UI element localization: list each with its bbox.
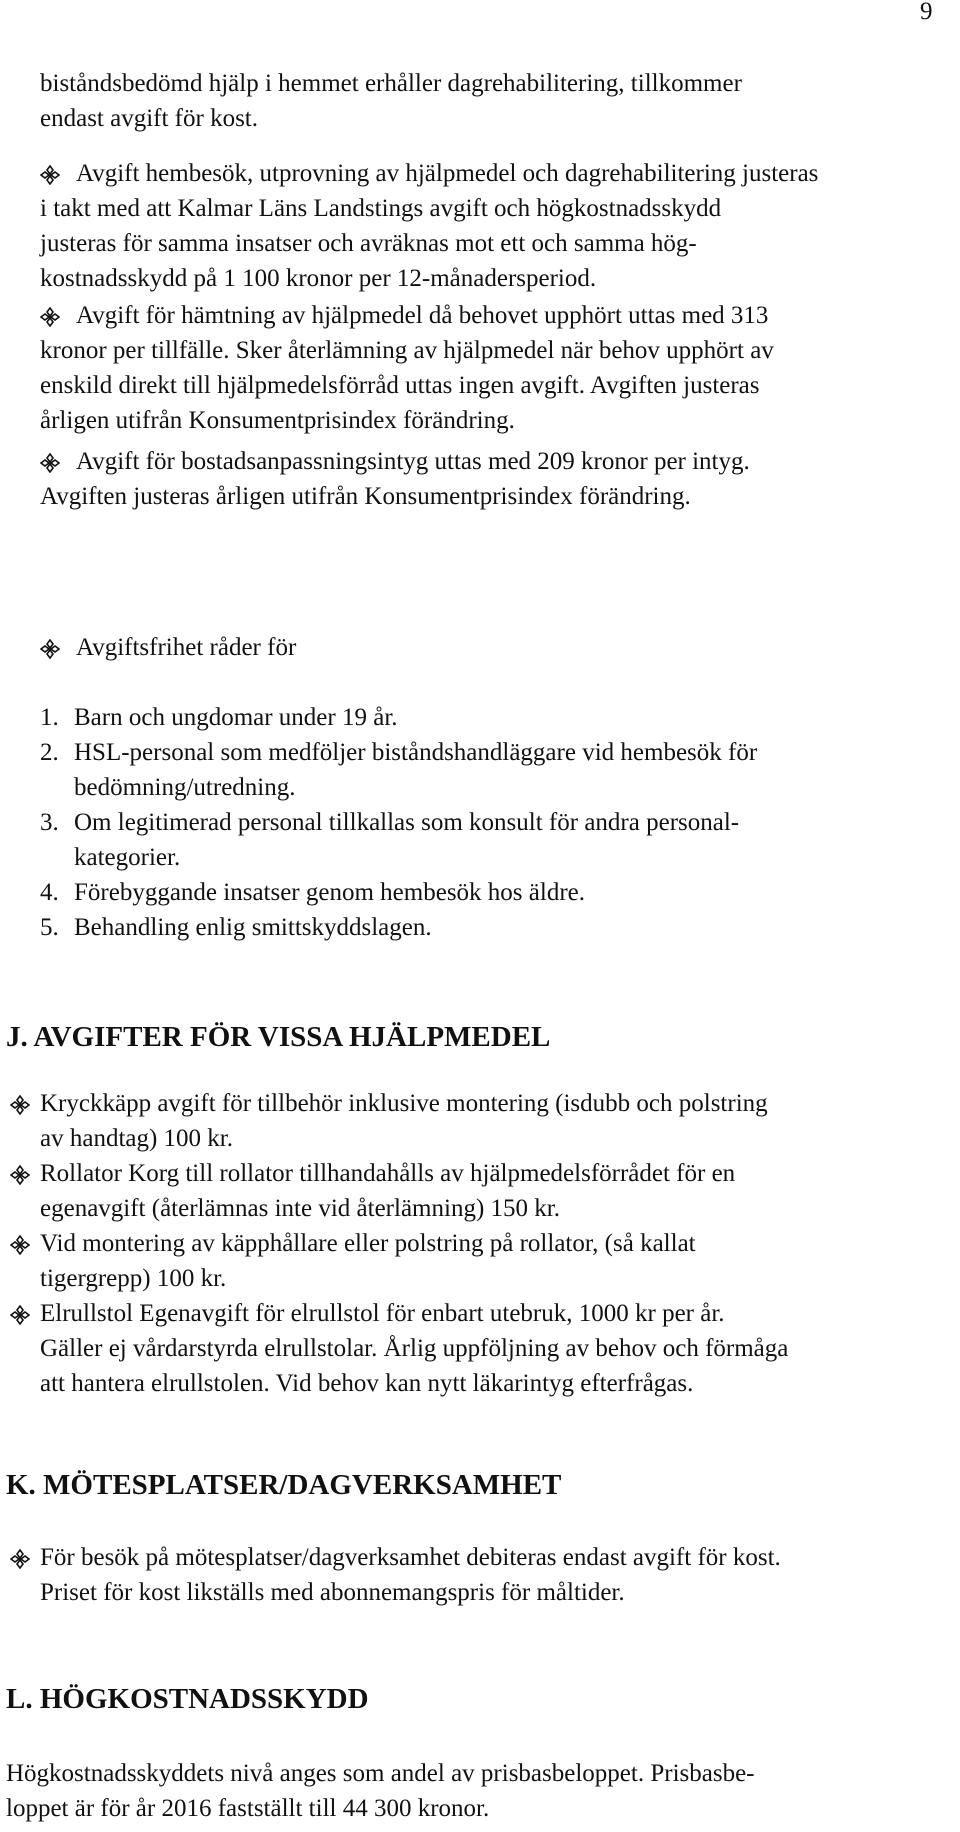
text-line: endast avgift för kost. xyxy=(40,105,259,132)
text-line: kronor per tillfälle. Sker återlämning av hjälpmedel när behov upphört av xyxy=(40,337,774,364)
section-heading: L. HÖGKOSTNADSSKYDD xyxy=(6,1683,369,1715)
list-item xyxy=(40,910,930,945)
section-paragraph xyxy=(6,1756,896,1826)
diamond-bullet-icon xyxy=(40,156,68,191)
text-line: Avgiften justeras årligen utifrån Konsumentprisindex förändring. xyxy=(40,483,691,510)
section-heading: K. MÖTESPLATSER/DAGVERKSAMHET xyxy=(6,1469,562,1501)
list-number: 4. xyxy=(40,879,59,906)
text-line: justeras för samma insatser och avräknas mot ett och samma hög- xyxy=(40,230,697,257)
text-line: i takt med att Kalmar Läns Landstings avgift och högkostnadsskydd xyxy=(40,195,722,222)
bullet-text: Kryckkäpp avgift för tillbehör inklusive montering (isdubb och polstring xyxy=(40,1090,768,1117)
text-line: Högkostnadsskyddets nivå anges som andel av prisbasbeloppet. Prisbasbe- xyxy=(6,1760,755,1787)
bullet-item xyxy=(40,630,930,665)
intro-paragraph xyxy=(40,66,930,136)
text-line: av handtag) 100 kr. xyxy=(40,1125,234,1152)
text-line: Priset för kost likställs med abonnemangspris för måltider. xyxy=(40,1579,625,1606)
text-line: att hantera elrullstolen. Vid behov kan nytt läkarintyg efterfrågas. xyxy=(40,1370,694,1397)
exemptions-list xyxy=(40,700,930,945)
list-number: 1. xyxy=(40,704,59,731)
list-text: Behandling enlig smittskyddslagen. xyxy=(74,914,432,941)
list-text: bedömning/utredning. xyxy=(74,774,296,801)
bullet-line xyxy=(40,1540,930,1575)
list-text: Barn och ungdomar under 19 år. xyxy=(74,704,398,731)
bullet-text: Avgift för hämtning av hjälpmedel då behovet upphört uttas med 313 xyxy=(76,302,769,329)
text-line: egenavgift (återlämnas inte vid återlämning) 150 kr. xyxy=(40,1195,560,1222)
text-line: tigergrepp) 100 kr. xyxy=(40,1265,227,1292)
bullet-list xyxy=(40,1086,930,1401)
text-line: biståndsbedömd hjälp i hemmet erhåller dagrehabilitering, tillkommer xyxy=(40,70,742,97)
diamond-bullet-icon xyxy=(10,1226,38,1261)
bullet-item xyxy=(40,298,930,438)
list-number: 2. xyxy=(40,739,59,766)
bullet-line xyxy=(40,1086,930,1121)
bullet-line xyxy=(40,156,930,191)
diamond-bullet-icon xyxy=(10,1086,38,1121)
bullet-text: Avgift för bostadsanpassningsintyg uttas med 209 kronor per intyg. xyxy=(76,448,750,475)
bullet-item xyxy=(40,444,930,514)
text-line: loppet är för år 2016 fastställt till 44 300 kronor. xyxy=(6,1795,490,1822)
bullet-line xyxy=(40,1226,930,1261)
diamond-bullet-icon xyxy=(40,444,68,479)
bullet-text: För besök på mötesplatser/dagverksamhet debiteras endast avgift för kost. xyxy=(40,1544,781,1571)
bullet-line xyxy=(40,298,930,333)
list-item xyxy=(40,700,930,735)
diamond-bullet-icon xyxy=(10,1296,38,1331)
bullet-text: Vid montering av käpphållare eller polstring på rollator, (så kallat xyxy=(40,1230,696,1257)
text-line: kostnadsskydd på 1 100 kronor per 12-månadersperiod. xyxy=(40,265,597,292)
page-number: 9 xyxy=(920,0,933,25)
list-text: Om legitimerad personal tillkallas som konsult för andra personal- xyxy=(74,809,740,836)
bullet-list xyxy=(40,1540,930,1610)
diamond-bullet-icon xyxy=(40,630,68,665)
list-text: HSL-personal som medföljer biståndshandläggare vid hembesök för xyxy=(74,739,758,766)
bullet-item xyxy=(40,156,930,296)
bullet-text: Elrullstol Egenavgift för elrullstol för enbart utebruk, 1000 kr per år. xyxy=(40,1300,725,1327)
list-item xyxy=(40,875,930,910)
text-line: årligen utifrån Konsumentprisindex förändring. xyxy=(40,407,515,434)
bullet-line xyxy=(40,630,930,665)
list-text: kategorier. xyxy=(74,844,181,871)
bullet-line xyxy=(40,1156,930,1191)
diamond-bullet-icon xyxy=(10,1156,38,1191)
section-heading: J. AVGIFTER FÖR VISSA HJÄLPMEDEL xyxy=(6,1021,551,1053)
list-number: 3. xyxy=(40,809,59,836)
diamond-bullet-icon xyxy=(10,1540,38,1575)
list-text: Förebyggande insatser genom hembesök hos äldre. xyxy=(74,879,585,906)
bullet-line xyxy=(40,1296,930,1331)
bullet-line xyxy=(40,444,930,479)
bullet-text: Rollator Korg till rollator tillhandahålls av hjälpmedelsförrådet för en xyxy=(40,1160,736,1187)
list-item xyxy=(40,735,930,770)
text-line: enskild direkt till hjälpmedelsförråd uttas ingen avgift. Avgiften justeras xyxy=(40,372,760,399)
list-item xyxy=(40,805,930,840)
bullet-text: Avgift hembesök, utprovning av hjälpmedel och dagrehabilitering justeras xyxy=(76,160,819,187)
text-line: Gäller ej vårdarstyrda elrullstolar. Årlig uppföljning av behov och förmåga xyxy=(40,1335,789,1362)
diamond-bullet-icon xyxy=(40,298,68,333)
list-number: 5. xyxy=(40,914,59,941)
bullet-text: Avgiftsfrihet råder för xyxy=(76,634,297,661)
